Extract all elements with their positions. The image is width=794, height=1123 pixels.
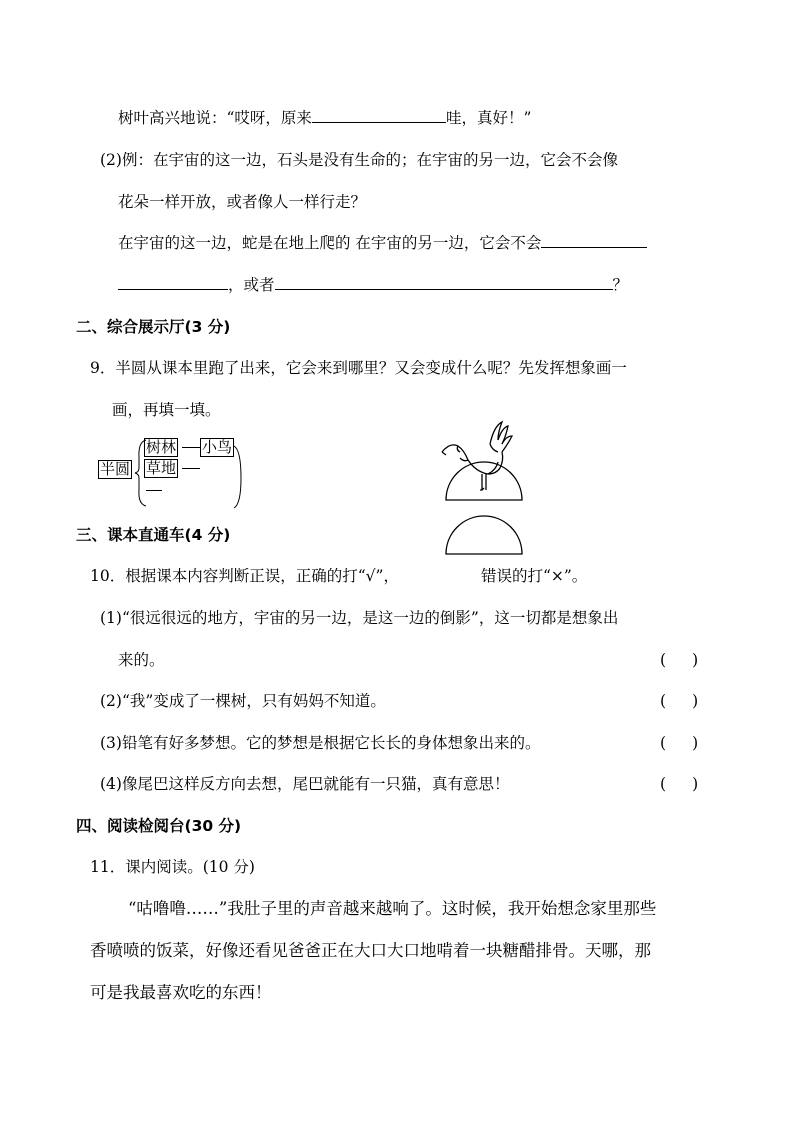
q8-fill-line2 (118, 275, 628, 295)
q8-line1 (118, 108, 531, 128)
q8-example-line2: 花朵一样开放，或者像人一样行走？ (118, 193, 367, 211)
connector (182, 447, 200, 448)
bird-drawing (436, 414, 556, 556)
item-number: (2) (100, 692, 122, 710)
q8-line1-text: 树叶高兴地说：“哎呀，原来 (118, 109, 312, 127)
fill-blank[interactable] (275, 275, 613, 290)
q8-example-line1 (100, 150, 618, 170)
q10-item4 (100, 774, 509, 794)
semicircle-1 (446, 462, 522, 500)
q8-fill-line1 (118, 233, 647, 253)
q10-item3 (100, 733, 540, 753)
q10-text: 10．根据课本内容判断正误，正确的打“√”， (90, 567, 399, 585)
item-text: 像尾巴这样反方向去想，尾巴就能有一只猫，真有意思！ (121, 775, 510, 793)
q11-heading: 11．课内阅读。(10 分) (90, 858, 255, 876)
fill-blank[interactable] (541, 233, 647, 248)
q8-line1-end: 哇，真好！” (445, 109, 532, 127)
fill-question-mark: ？ (612, 276, 629, 294)
item-number: (3) (100, 734, 122, 752)
tree-branch3-dash (146, 490, 162, 491)
reading-paragraph-line3: 可是我最喜欢吃的东西！ (90, 983, 272, 1002)
fill-prompt: 在宇宙的这一边，蛇是在地上爬的 在宇宙的另一边，它会不会 (118, 234, 542, 252)
example-text: 例：在宇宙的这一边，石头是没有生命的；在宇宙的另一边，它会不会像 (121, 151, 618, 169)
item-text: “我”变成了一棵树，只有妈妈不知道。 (121, 692, 386, 710)
section-title: 四、阅读检阅台(30 分) (76, 817, 242, 835)
semicircle-2 (446, 516, 522, 554)
tree-branch2-box: 草地 (146, 459, 177, 477)
item-number: (1) (100, 609, 122, 627)
item-number: (4) (100, 775, 122, 793)
item-text: 铅笔有好多梦想。它的梦想是根据它长长的身体想象出来的。 (121, 734, 541, 752)
tree-root-box: 半圆 (100, 460, 131, 478)
item-number: (2) (100, 151, 122, 169)
fill-blank[interactable] (118, 275, 228, 290)
q10-line (90, 566, 587, 586)
connector (182, 468, 200, 469)
q10-item2 (100, 691, 386, 711)
tree-branch1-box: 树林 (146, 438, 177, 456)
answer-box[interactable]: ( ) (660, 775, 699, 793)
q10-item1-line2: 来的。 (118, 651, 165, 669)
right-brace (232, 444, 244, 510)
answer-box[interactable]: ( ) (660, 651, 699, 669)
q9-line2: 画，再填一填。 (112, 401, 221, 419)
answer-box[interactable]: ( ) (660, 692, 699, 710)
section-title: 二、综合展示厅(3 分) (76, 318, 231, 336)
fill-or-text: ，或者 (228, 276, 275, 294)
q10-item1-line1 (100, 608, 618, 628)
reading-paragraph-line2: 香喷喷的饭菜，好像还看见爸爸正在大口大口地啃着一块糖醋排骨。天哪，那 (90, 941, 651, 960)
tree-branch1-child-box: 小鸟 (202, 438, 233, 456)
q9-line1: 9．半圆从课本里跑了出来，它会来到哪里？又会变成什么呢？先发挥想象画一 (90, 359, 627, 377)
reading-paragraph-line1: “咕噜噜……”我肚子里的声音越来越响了。这时候，我开始想念家里那些 (128, 899, 657, 918)
fill-blank[interactable] (312, 108, 446, 123)
answer-box[interactable]: ( ) (660, 734, 699, 752)
item-text: “很远很远的地方，宇宙的另一边，是这一边的倒影”，这一切都是想象出 (121, 609, 619, 627)
bird-icon (442, 422, 512, 490)
q10-text-end: 错误的打“×”。 (480, 567, 588, 585)
section-title: 三、课本直通车(4 分) (76, 526, 231, 544)
